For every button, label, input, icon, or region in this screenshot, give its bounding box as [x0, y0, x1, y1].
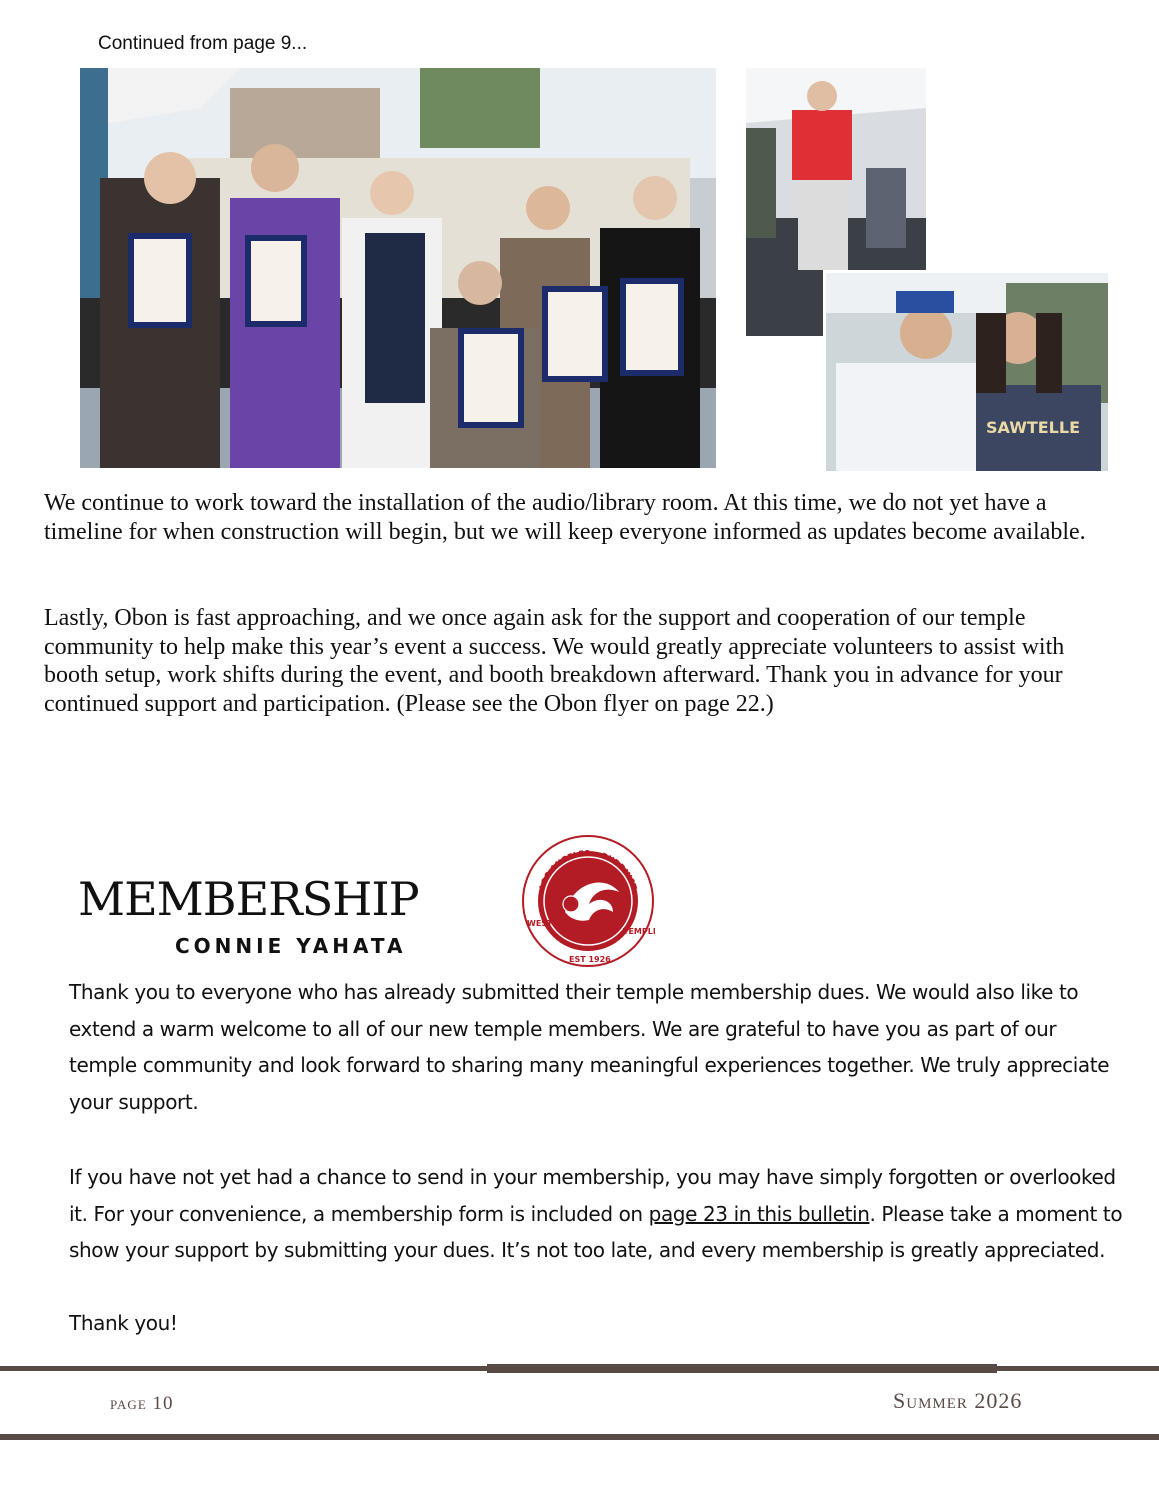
footer-divider-accent	[487, 1364, 997, 1373]
reminder-text-start: If you have not yet had a chance to send in your membership, you may have simply forgotten or overlooked it. For your convenience, a membership form is included on	[69, 1165, 1116, 1226]
logo-right-text: TEMPLE	[623, 927, 655, 936]
pair-photo	[823, 270, 1108, 471]
closing-thanks: Thank you!	[69, 1311, 178, 1335]
continued-note: Continued from page 9...	[98, 33, 308, 54]
membership-form-link[interactable]: page 23 in this bulletin	[648, 1201, 870, 1226]
temple-logo	[521, 834, 655, 968]
issue-label: Summer 2026	[893, 1388, 1023, 1413]
bottom-divider	[0, 1434, 1159, 1440]
shirt-text: SAWTELLE	[986, 418, 1080, 437]
audio-library-paragraph: We continue to work toward the installation of the audio/library room. At this time, we do not yet have a timeline for when construction will begin, but we will keep everyone informed as updates become available.	[44, 490, 1086, 545]
obon-paragraph: Lastly, Obon is fast approaching, and we once again ask for the support and cooperation of our temple community to help make this year’s event a success. We would greatly appreciate volunteers to assist with booth setup, work shifts during the event, and booth breakdown afterward. Thank you in advance for your continued support and participation. (Please see the Obon flyer on page 22.)	[44, 605, 1065, 717]
section-title: MEMBERSHIP	[78, 872, 419, 926]
membership-reminder-paragraph	[69, 1159, 1129, 1269]
page-number: page 10	[110, 1393, 174, 1414]
group-award-photo	[80, 68, 716, 468]
logo-left-text: WEST •	[527, 919, 561, 928]
logo-top-text: LOS ANGELES • BUDDHIST •	[537, 848, 640, 899]
reminder-text-end: . Please take a moment to show your support by submitting your dues. It’s not too late, and every membership is greatly appreciated.	[69, 1201, 1123, 1262]
section-author: CONNIE YAHATA	[175, 934, 407, 958]
logo-bottom-text: EST 1926	[569, 955, 611, 964]
membership-thanks-paragraph: Thank you to everyone who has already submitted their temple membership dues. We would also like to extend a warm welcome to all of our new temple members. We are grateful to have you as part of our temple community and look forward to sharing many meaningful experiences together. We truly appreciate your support.	[69, 980, 1110, 1114]
